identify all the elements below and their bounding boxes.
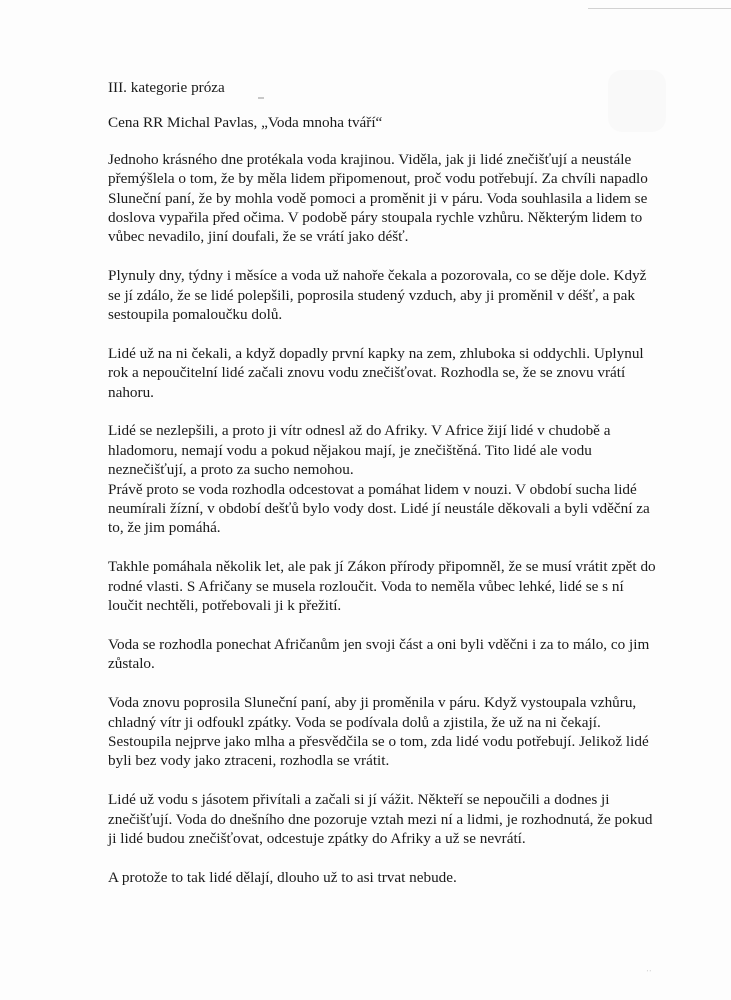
paragraph-5: Právě proto se voda rozhodla odcestovat a pomáhat lidem v nouzi. V období sucha lidé neumírali žízní, v období dešťů bylo vody dost. Lidé jí neustále děkovali a byli vděční za to, že jim pomáhá. xyxy=(108,480,650,537)
paragraph-7: Voda se rozhodla ponechat Afričanům jen svoji část a oni byli vděčni i za to málo, co jim zůstalo. xyxy=(108,635,650,673)
paragraph-6: Takhle pomáhala několik let, ale pak jí Zákon přírody připomněl, že se musí vrátit zpět do rodné vlasti. S Afričany se musela rozloučit. Voda to neměla vůbec lehké, lidé se s ní loučit nechtěli, potřebovali ji k přežití. xyxy=(108,558,656,615)
paragraph-3: Lidé už na ni čekali, a když dopadly první kapky na zem, zhluboka si oddychli. Uplynul rok a nepoučitelní lidé začali znovu vodu znečišťovat. Rozhodla se, že se znovu vrátí nahoru. xyxy=(108,344,644,401)
faint-corner-mark: ‧‧ xyxy=(646,966,652,976)
award-title: Cena RR Michal Pavlas, „Voda mnoha tváří“ xyxy=(108,114,383,132)
paragraph-9: Lidé už vodu s jásotem přivítali a začali si jí vážit. Někteří se nepoučili a dodnes ji znečišťují. Voda do dnešního dne pozoruje vztah mezi ní a lidmi, je rozhodnutá, že pokud ji lidé budou znečišťovat, odcestuje zpátky do Afriky a už se nevrátí. xyxy=(108,791,653,847)
paragraph-8: Voda znovu poprosila Sluneční paní, aby ji proměnila v páru. Když vystoupala vzhůru, chladný vítr ji odfoukl zpátky. Voda se podívala dolů a zjistila, že už na ni čekají. Sestoupila nejprve jako mlha a přesvědčila se o tom, zda lidé vodu potřebují. Jelikož lidé byli bez vody jako ztraceni, rozhodla se vrátit. xyxy=(108,694,649,770)
category-heading: III. kategorie próza xyxy=(108,79,225,96)
document-body xyxy=(108,78,656,907)
paragraph-10: A protože to tak lidé dělají, dlouho už to asi trvat nebude. xyxy=(108,868,457,886)
paragraph-2: Plynuly dny, týdny i měsíce a voda už nahoře čekala a pozorovala, co se děje dole. Když se jí zdálo, že se lidé polepšili, poprosila studený vzduch, aby ji proměnil v déšť, a pak sestoupila pomaloučku dolů. xyxy=(108,267,647,324)
scan-edge-line xyxy=(588,0,731,9)
paragraph-4: Lidé se nezlepšili, a proto ji vítr odnesl až do Afriky. V Africe žijí lidé v chudobě a hladomoru, nemají vodu a pokud nějakou mají, je znečištěná. Tito lidé ale vodu neznečišťují, a proto za sucho nemohou. xyxy=(108,422,611,479)
paragraph-1: Jednoho krásného dne protékala voda krajinou. Viděla, jak ji lidé znečišťují a neustále přemýšlela o tom, že by měla lidem připomenout, proč vodu potřebují. Za chvíli napadlo Sluneční paní, že by mohla vodě pomoci a proměnit ji v páru. Voda souhlasila a lidem se doslova vypařila před očima. V podobě páry stoupala rychle vzhůru. Některým lidem to vůbec nevadilo, jiní doufali, že se vrátí jako déšť. xyxy=(108,150,648,246)
